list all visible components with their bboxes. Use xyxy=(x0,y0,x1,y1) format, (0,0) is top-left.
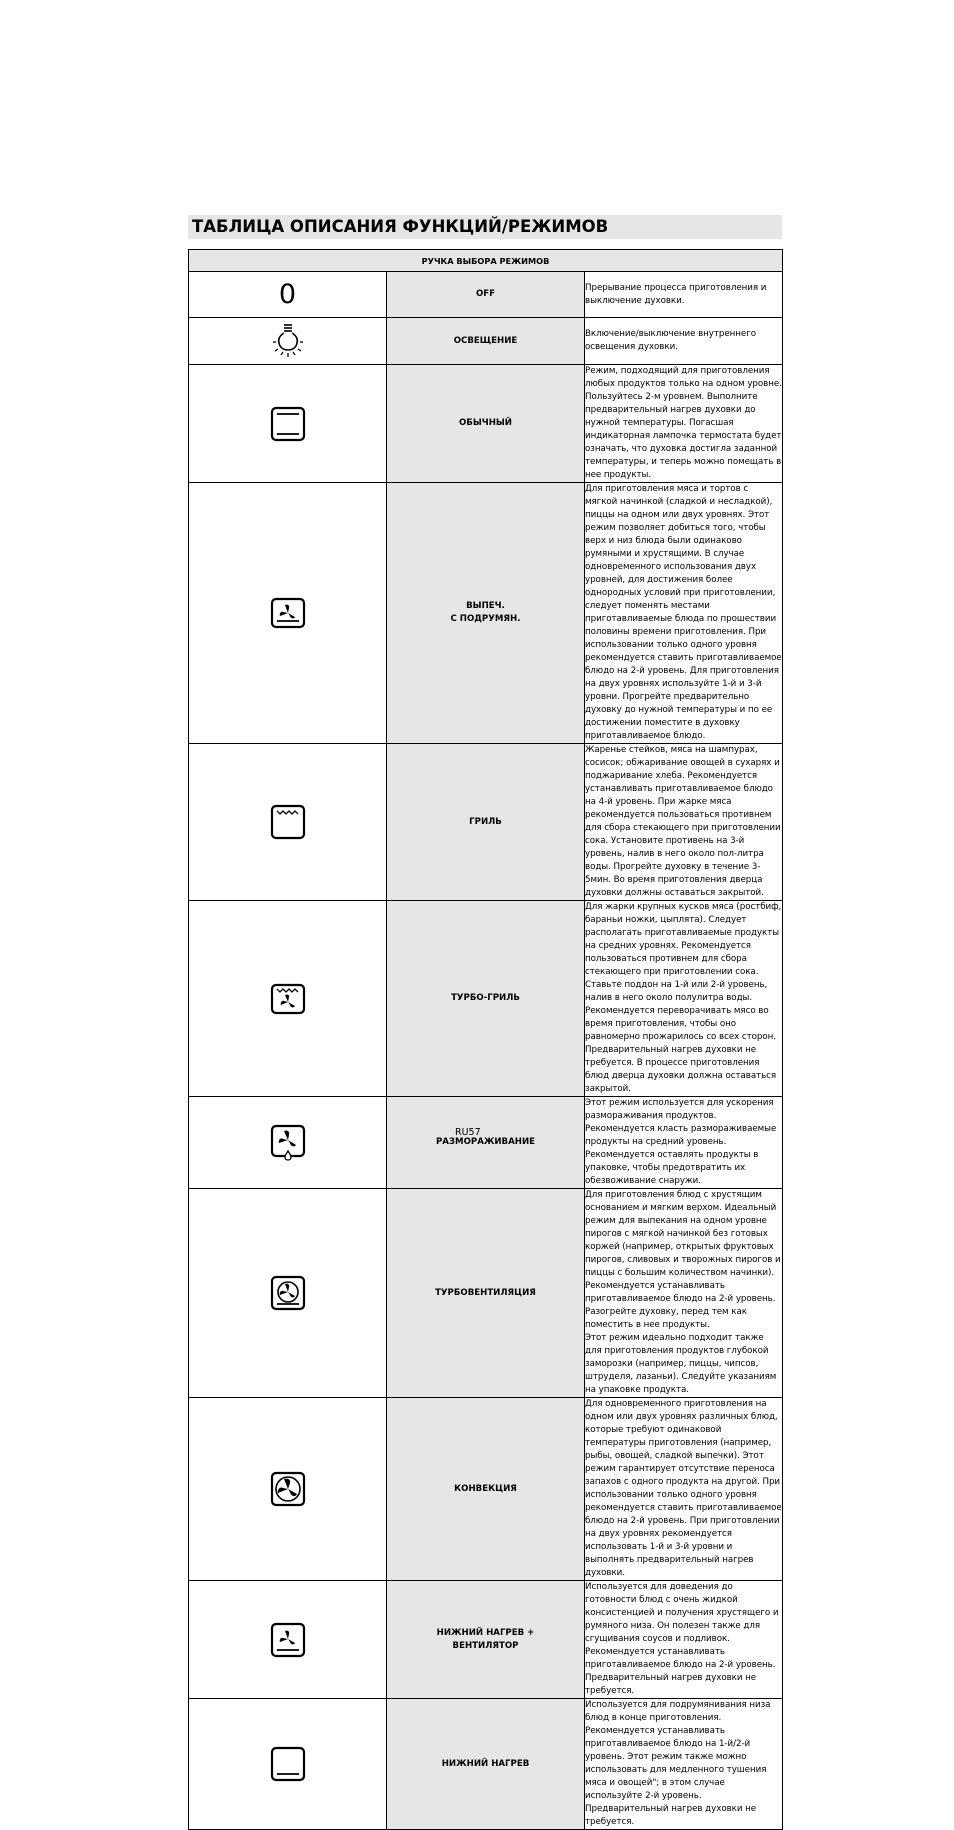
page-title: ТАБЛИЦА ОПИСАНИЯ ФУНКЦИЙ/РЕЖИМОВ xyxy=(192,217,609,236)
icon-cell xyxy=(189,1097,387,1189)
turbo-fan-icon xyxy=(270,1275,306,1311)
fan-bottom-heat-icon xyxy=(270,597,306,629)
mode-name: РАЗМОРАЖИВАНИЕ xyxy=(387,1097,585,1189)
table-row xyxy=(189,483,783,744)
icon-cell xyxy=(189,1581,387,1699)
table-row xyxy=(189,1699,783,1830)
mode-name: НИЖНИЙ НАГРЕВ xyxy=(387,1699,585,1830)
mode-description: Жаренье стейков, мяса на шампурах, сосисок; обжаривание овощей в сухарях и поджаривание хлеба. Рекомендуется устанавливать приготавливаемое блюдо на 4-й уровень. При жарке мяса рекомендуется пользоваться противнем для сбора стекающего при приготовлении сока. Установите противень на 3-й уровень, налив в него около пол-литра воды. Прогрейте духовку в течение 3-5мин. Во время приготовления дверца духовки должны оставаться закрытой. xyxy=(585,744,783,901)
table-row xyxy=(189,1189,783,1398)
conventional-oven-icon xyxy=(270,406,306,442)
mode-description: Этот режим используется для ускорения размораживания продуктов. Рекомендуется класть размораживаемые продукты на средний уровень. Рекомендуется оставлять продукты в упаковке, чтобы предотвратить их обезвоживание снаружи. xyxy=(585,1097,783,1189)
title-bar xyxy=(188,215,782,239)
mode-name: ОБЫЧНЫЙ xyxy=(387,365,585,483)
off-zero-icon: 0 xyxy=(278,279,297,310)
mode-name: ТУРБОВЕНТИЛЯЦИЯ xyxy=(387,1189,585,1398)
mode-name: ВЫПЕЧ. С ПОДРУМЯН. xyxy=(387,483,585,744)
table-row xyxy=(189,365,783,483)
defrost-icon xyxy=(270,1124,306,1162)
table-header-row xyxy=(189,250,783,272)
mode-description: Для одновременного приготовления на одном или двух уровнях различных блюд, которые требуют одинаковой температуры приготовления (например, рыбы, овощей, сладкой выпечки). Этот режим гарантирует отсутствие переноса запахов с одного продукта на другой. При использовании только одного уровня рекомендуется ставить приготавливаемое блюдо на 2-й уровень. При приготовлении на двух уровнях рекомендуется использовать 1-й и 3-й уровни и выполнять предварительный нагрев духовки. xyxy=(585,1398,783,1581)
bottom-heat-icon xyxy=(270,1746,306,1782)
icon-cell xyxy=(189,1189,387,1398)
mode-name: ГРИЛЬ xyxy=(387,744,585,901)
icon-cell xyxy=(189,1398,387,1581)
icon-cell xyxy=(189,318,387,365)
table-row xyxy=(189,272,783,318)
icon-cell xyxy=(189,1699,387,1830)
mode-description: Прерывание процесса приготовления и выключение духовки. xyxy=(585,272,783,318)
grill-icon xyxy=(270,804,306,840)
turbo-grill-icon xyxy=(270,983,306,1015)
table-row xyxy=(189,901,783,1097)
icon-cell xyxy=(189,365,387,483)
mode-name: OFF xyxy=(387,272,585,318)
icon-cell xyxy=(189,901,387,1097)
modes-table xyxy=(188,249,783,1830)
mode-description: Режим, подходящий для приготовления любых продуктов только на одном уровне. Пользуйтесь 2-м уровнем. Выполните предварительный нагрев духовки до нужной температуры. Погасшая индикаторная лампочка термостата будет означать, что духовка достигла заданной температуры, и теперь можно помещать в нее продукты. xyxy=(585,365,783,483)
mode-name: ТУРБО-ГРИЛЬ xyxy=(387,901,585,1097)
mode-description: Для жарки крупных кусков мяса (ростбиф, бараньи ножки, цыплята). Следует располагать приготавливаемые продукты на средних уровнях. Рекомендуется пользоваться противнем для сбора стекающего при приготовлении сока. Ставьте поддон на 1-й или 2-й уровень, налив в него около полулитра воды. Рекомендуется переворачивать мясо во время приготовления, чтобы оно равномерно прожарилось со всех сторон. Предварительный нагрев духовки не требуется. В процессе приготовления блюд дверца духовки должна оставаться закрытой. xyxy=(585,901,783,1097)
table-row xyxy=(189,744,783,901)
mode-description: Включение/выключение внутреннего освещения духовки. xyxy=(585,318,783,365)
mode-name: ОСВЕЩЕНИЕ xyxy=(387,318,585,365)
table-row xyxy=(189,1581,783,1699)
mode-name: НИЖНИЙ НАГРЕВ + ВЕНТИЛЯТОР xyxy=(387,1581,585,1699)
icon-cell xyxy=(189,744,387,901)
table-header: РУЧКА ВЫБОРА РЕЖИМОВ xyxy=(189,250,783,272)
mode-description: Для приготовления мяса и тортов с мягкой начинкой (сладкой и несладкой), пиццы на одном или двух уровнях. Этот режим позволяет добиться того, чтобы верх и низ блюда были одинаково румяными и хрустящими. В случае одновременного использования двух уровней, для достижения более однородных условий при приготовлении, следует поменять местами приготавливаемые блюда по прошествии половины времени приготовления. При использовании только одного уровня рекомендуется ставить приготавливаемое блюдо на 2-й уровень. Для приготовления на двух уровнях используйте 1-й и 3-й уровни. Прогрейте предварительно духовку до нужной температуры и по ее достижении поместите в духовку приготавливаемое блюдо. xyxy=(585,483,783,744)
icon-cell xyxy=(189,483,387,744)
icon-cell xyxy=(189,272,387,318)
mode-description: Используется для подрумянивания низа блюд в конце приготовления. Рекомендуется устанавливать приготавливаемое блюдо на 1-й/2-й уровень. Этот режим также можно использовать для медленного тушения мяса и овощей"; в этом случае используйте 2-й уровень. Предварительный нагрев духовки не требуется. xyxy=(585,1699,783,1830)
convection-fan-icon xyxy=(270,1471,306,1507)
light-bulb-icon xyxy=(271,322,305,360)
table-row xyxy=(189,1097,783,1189)
table-row xyxy=(189,318,783,365)
mode-description: Для приготовления блюд с хрустящим основанием и мягким верхом. Идеальный режим для выпекания на одном уровне пирогов с мягкой начинкой без готовых коржей (например, открытых фруктовых пирогов, сливовых и творожных пирогов и пиццы с большим количеством начинки). Рекомендуется устанавливать приготавливаемое блюдо на 2-й уровень. Разогрейте духовку, перед тем как поместить в нее продукты. Этот режим идеально подходит также для приготовления продуктов глубокой заморозки (например, пиццы, чипсов, штруделя, лазаньи). Следуйте указаниям на упаковке продукта. xyxy=(585,1189,783,1398)
table-row xyxy=(189,1398,783,1581)
mode-name: КОНВЕКЦИЯ xyxy=(387,1398,585,1581)
page-number: RU57 xyxy=(455,1127,481,1138)
mode-description: Используется для доведения до готовности блюд с очень жидкой консистенцией и получения хрустящего и румяного низа. Он полезен также для сгущивания соусов и подливок. Рекомендуется устанавливать приготавливаемое блюдо на 2-й уровень. Предварительный нагрев духовки не требуется. xyxy=(585,1581,783,1699)
bottom-heat-fan-icon xyxy=(270,1622,306,1658)
